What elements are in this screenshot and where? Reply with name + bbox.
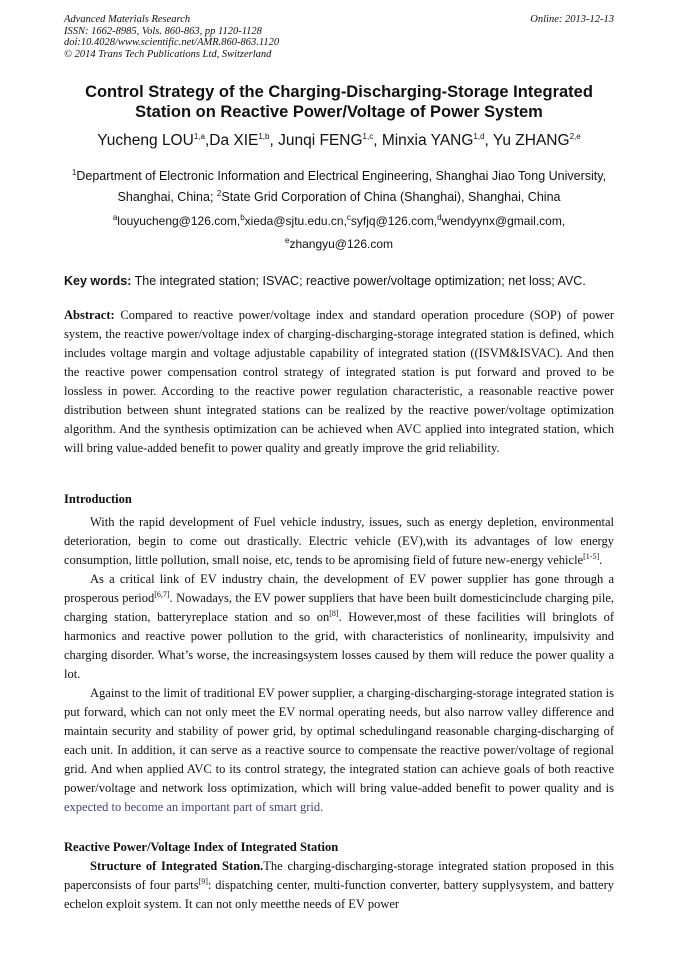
author-affil-sup: 2,e [569,131,581,141]
paragraph [64,684,614,817]
keywords-label: Key words: [64,274,132,288]
email-link[interactable]: louyucheng@126.com, [117,214,241,228]
paragraph-text: . Nowadays, the EV power suppliers that have been built domesticinclude charging pile, charging station, batteryreplace station and so on [64,591,614,624]
introduction-body [64,513,614,817]
paragraph [64,857,614,914]
email-sup: d [437,213,442,222]
paragraph-text: expected to become an important part of smart grid. [64,800,324,814]
doi: doi:10.4028/www.scientific.net/AMR.860-863.1120 [64,37,280,48]
author-name: Yucheng LOU [97,132,194,149]
author-affil-sup: 1,c [362,131,374,141]
subsection-heading: Structure of Integrated Station. [90,859,264,873]
section-heading-reactive-power: Reactive Power/Voltage Index of Integrated Station [64,840,339,854]
section-heading-introduction: Introduction [64,492,132,506]
paragraph-text: As a critical link of EV industry chain, the development of EV power supplier has gone through a prosperous period [64,572,614,605]
section-reactive-power-body [64,857,614,914]
abstract-label: Abstract: [64,308,115,322]
keywords-text: The integrated station; ISVAC; reactive power/voltage optimization; net loss; AVC. [131,274,586,288]
keywords [64,274,614,288]
paper-title: Control Strategy of the Charging-Discharging-Storage Integrated Station on Reactive Power/Voltage of Power System [85,83,593,121]
author-name: Da XIE [209,132,259,149]
author-separator: , [484,132,493,149]
author-separator: , [269,132,279,149]
affiliation-1: Department of Electronic Information and Electrical Engineering, Shanghai Jiao Tong University, [76,169,607,183]
paragraph [64,513,614,570]
email-link[interactable]: syfjq@126.com, [350,214,438,228]
paragraph [64,570,614,684]
author-emails [60,210,618,256]
online-date: Online: 2013-12-13 [530,14,614,25]
issn: ISSN: 1662-8985, Vols. 860-863, pp 1120-1128 [64,25,262,37]
affil-sup: 1 [71,167,77,177]
affiliation-2: State Grid Corporation of China (Shanghai), Shanghai, China [221,190,561,204]
email-sup: a [112,213,118,222]
affiliations [60,166,618,208]
paragraph-text: The charging-discharging-storage integrated station proposed in this paperconsists of four parts [64,859,614,892]
citation[interactable]: [6,7] [154,589,170,599]
affiliation-1-city: Shanghai, China; [117,190,217,204]
affil-sup: 2 [216,188,222,198]
author-name: Yu ZHANG [492,132,570,149]
author-list [40,132,638,150]
journal-name: Advanced Materials Research [64,14,191,25]
journal-header [64,14,614,60]
email-link[interactable]: xieda@sjtu.edu.cn, [244,214,347,228]
paragraph-text: Against to the limit of traditional EV power supplier, a charging-discharging-storage integrated station is put forward, which can not only meet the EV normal operating needs, but also narrow valley difference and maintain security and stability of power grid, by optimal schedulingand reasonable charging-discharging of each unit. In addition, it can serve as a reactive source to compensate the reactive power/voltage of regional grid. And when applied AVC to its control strategy, the integrated station can achieve goals of both reactive power/voltage and network loss optimization, which will bring value-added benefit to power quality and is [64,686,614,795]
copyright: © 2014 Trans Tech Publications Ltd, Switzerland [64,48,272,60]
citation[interactable]: [1-5] [583,551,600,561]
citation[interactable]: [9] [198,876,208,886]
email-sup: b [240,213,245,222]
abstract-text: Compared to reactive power/voltage index and standard operation procedure (SOP) of power system, the reactive power/voltage index of charging-discharging-storage integrated station is defined, which includes voltage margin and voltage adjustable capability of integrated station ((ISVM&ISVAC). And then the reactive power compensation control strategy of integrated station is put forward and proved to be lossless in power. According to the reactive power regulation characteristic, a reasonable reactive power distribution between shunt integrated stations can be realized by the reactive power/voltage optimization algorithm. And the synthesis optimization can be achieved when AVC applied into integrated station, which will bring value-added benefit to power quality and greatly improve the grid reliability. [64,308,614,455]
paragraph-text: With the rapid development of Fuel vehicle industry, issues, such as energy depletion, environmental deterioration, begin to come out drastically. Electric vehicle (EV),with its advantages of low energy consumption, little pollution, small noise, etc, tends to be apromising field of future new-energy vehicle [64,515,614,567]
paragraph-text: . [599,553,603,567]
email-link[interactable]: wendyynx@gmail.com, [441,214,566,228]
email-link[interactable]: zhangyu@126.com [289,237,394,251]
abstract [64,306,614,458]
paragraph-text: : dispatching center, multi-function converter, battery supplysystem, and battery echelon exploit system. It can not only meetthe needs of EV power [64,878,614,911]
paragraph-text: . However,most of these facilities will bringlots of harmonics and reactive power pollution to the grid, with characteristics of nonlinearity, impulsivity and charging disorder. What’s worse, the increasingsystem losses caused by them will reduce the power quality a lot. [64,610,615,681]
email-sup: e [284,236,290,245]
author-affil-sup: 1,d [473,131,485,141]
author-affil-sup: 1,a [193,131,205,141]
author-name: Junqi FENG [278,132,363,149]
author-separator: , [204,132,210,149]
email-sup: c [346,213,351,222]
author-affil-sup: 1,b [258,131,270,141]
author-name: Minxia YANG [381,132,474,149]
author-separator: , [373,132,382,149]
citation[interactable]: [8] [329,608,339,618]
